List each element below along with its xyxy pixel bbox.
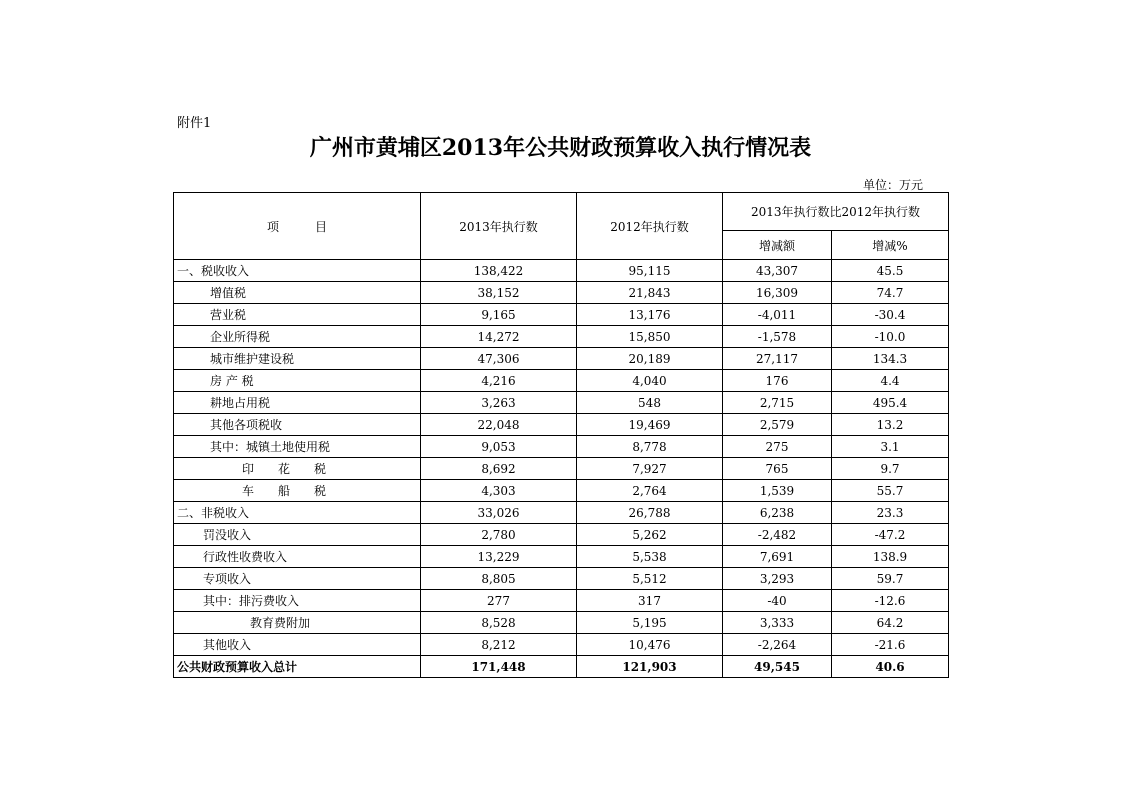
table-row [174,634,949,656]
row-change-pct: -12.6 [832,590,949,612]
budget-table [173,192,949,678]
row-change-amount: 1,539 [723,480,832,502]
row-change-pct: -30.4 [832,304,949,326]
row-change-amount: 7,691 [723,546,832,568]
table-row [174,458,949,480]
row-value-2012: 8,778 [577,436,723,458]
total-value-2013: 171,448 [421,656,577,678]
header-exec-2013: 2013年执行数 [421,193,577,260]
table-body [174,260,949,656]
row-change-amount: 275 [723,436,832,458]
row-value-2013: 4,216 [421,370,577,392]
row-name: 专项收入 [174,568,421,590]
header-comparison: 2013年执行数比2012年执行数 [723,193,949,231]
table-row [174,502,949,524]
row-change-amount: -1,578 [723,326,832,348]
table-row [174,480,949,502]
row-value-2012: 15,850 [577,326,723,348]
table-row [174,392,949,414]
table-row [174,304,949,326]
row-name: 营业税 [174,304,421,326]
table-row [174,282,949,304]
row-value-2013: 8,692 [421,458,577,480]
row-name: 其中：城镇土地使用税 [174,436,421,458]
table-row [174,546,949,568]
total-change-pct: 40.6 [832,656,949,678]
row-value-2013: 8,528 [421,612,577,634]
row-name: 其他收入 [174,634,421,656]
row-value-2012: 5,195 [577,612,723,634]
row-name: 行政性收费收入 [174,546,421,568]
row-value-2012: 317 [577,590,723,612]
table-row [174,524,949,546]
row-change-pct: -47.2 [832,524,949,546]
row-change-pct: 138.9 [832,546,949,568]
row-value-2013: 3,263 [421,392,577,414]
header-exec-2012: 2012年执行数 [577,193,723,260]
total-name: 公共财政预算收入总计 [174,656,421,678]
row-change-pct: 9.7 [832,458,949,480]
table-row [174,568,949,590]
row-value-2012: 5,262 [577,524,723,546]
row-change-pct: -10.0 [832,326,949,348]
row-name: 教育费附加 [174,612,421,634]
row-change-amount: 3,293 [723,568,832,590]
row-name: 房 产 税 [174,370,421,392]
row-change-pct: -21.6 [832,634,949,656]
row-value-2013: 8,805 [421,568,577,590]
row-name: 其他各项税收 [174,414,421,436]
table-row [174,590,949,612]
row-change-amount: 176 [723,370,832,392]
row-name: 罚没收入 [174,524,421,546]
row-value-2012: 5,512 [577,568,723,590]
row-value-2013: 2,780 [421,524,577,546]
row-value-2012: 10,476 [577,634,723,656]
row-value-2012: 21,843 [577,282,723,304]
row-change-pct: 74.7 [832,282,949,304]
row-value-2013: 277 [421,590,577,612]
row-name: 增值税 [174,282,421,304]
row-value-2013: 38,152 [421,282,577,304]
row-change-pct: 13.2 [832,414,949,436]
row-change-amount: -4,011 [723,304,832,326]
header-change-pct: 增减% [832,231,949,260]
total-value-2012: 121,903 [577,656,723,678]
row-change-amount: 2,715 [723,392,832,414]
row-name: 印 花 税 [174,458,421,480]
row-value-2012: 4,040 [577,370,723,392]
row-change-amount: 43,307 [723,260,832,282]
row-value-2012: 26,788 [577,502,723,524]
total-row [174,656,949,678]
row-value-2013: 13,229 [421,546,577,568]
unit-label: 单位：万元 [862,178,923,192]
row-change-amount: 6,238 [723,502,832,524]
row-name: 车 船 税 [174,480,421,502]
row-value-2012: 19,469 [577,414,723,436]
row-change-pct: 45.5 [832,260,949,282]
row-name: 二、非税收入 [174,502,421,524]
page-title: 广州市黄埔区2013年公共财政预算收入执行情况表 [309,135,812,161]
table-row [174,260,949,282]
row-value-2013: 22,048 [421,414,577,436]
row-change-pct: 4.4 [832,370,949,392]
row-name: 其中：排污费收入 [174,590,421,612]
row-change-pct: 59.7 [832,568,949,590]
attachment-label: 附件1 [177,116,212,131]
row-change-pct: 134.3 [832,348,949,370]
row-change-pct: 3.1 [832,436,949,458]
table-row [174,348,949,370]
row-change-amount: -40 [723,590,832,612]
header-item: 项 目 [174,193,421,260]
row-value-2012: 2,764 [577,480,723,502]
row-value-2013: 9,165 [421,304,577,326]
row-change-amount: -2,264 [723,634,832,656]
row-value-2012: 548 [577,392,723,414]
row-value-2012: 5,538 [577,546,723,568]
row-change-pct: 55.7 [832,480,949,502]
row-change-amount: 765 [723,458,832,480]
row-value-2012: 13,176 [577,304,723,326]
row-change-amount: 3,333 [723,612,832,634]
header-change-amount: 增减额 [723,231,832,260]
total-change-amount: 49,545 [723,656,832,678]
row-value-2013: 8,212 [421,634,577,656]
table-row [174,326,949,348]
row-value-2013: 33,026 [421,502,577,524]
row-change-amount: 2,579 [723,414,832,436]
row-value-2013: 9,053 [421,436,577,458]
row-change-amount: 27,117 [723,348,832,370]
row-value-2012: 95,115 [577,260,723,282]
row-change-pct: 495.4 [832,392,949,414]
row-change-pct: 23.3 [832,502,949,524]
row-change-amount: 16,309 [723,282,832,304]
row-value-2013: 4,303 [421,480,577,502]
row-name: 企业所得税 [174,326,421,348]
table-row [174,612,949,634]
row-value-2013: 47,306 [421,348,577,370]
row-name: 耕地占用税 [174,392,421,414]
table-row [174,414,949,436]
row-change-pct: 64.2 [832,612,949,634]
row-name: 城市维护建设税 [174,348,421,370]
row-change-amount: -2,482 [723,524,832,546]
row-value-2013: 138,422 [421,260,577,282]
table-row [174,436,949,458]
row-value-2012: 20,189 [577,348,723,370]
row-value-2013: 14,272 [421,326,577,348]
table-row [174,370,949,392]
row-value-2012: 7,927 [577,458,723,480]
row-name: 一、税收收入 [174,260,421,282]
